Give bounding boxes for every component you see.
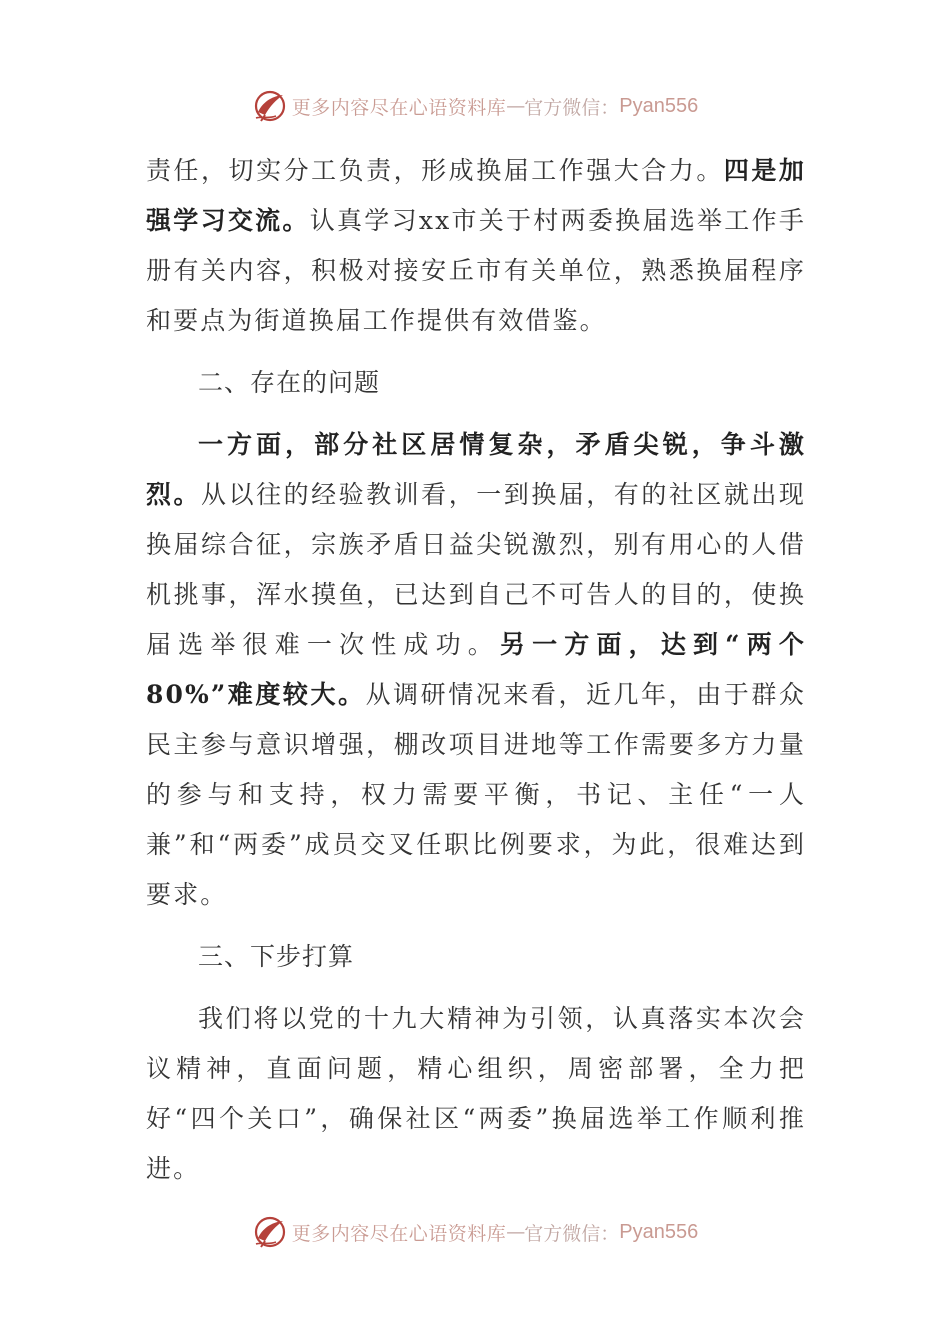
- pen-logo-icon: [252, 1214, 288, 1250]
- document-body: [146, 146, 806, 1194]
- section-heading-2: 二、存在的问题: [198, 368, 381, 397]
- paragraph-1-bold-a: 四是加强学习交流。: [146, 156, 806, 235]
- watermark-text: 更多内容尽在心语资料库: [291, 1222, 507, 1245]
- pen-logo-icon: [252, 88, 288, 124]
- footer-watermark: [0, 1212, 950, 1252]
- watermark-wechat-id: Pyan556: [619, 1220, 699, 1243]
- section-heading-3: 三、下步打算: [198, 942, 355, 971]
- watermark-label: 官方微信：: [524, 1222, 620, 1245]
- paragraph-2: [146, 420, 806, 920]
- paragraph-3: 我们将以党的十九大精神为引领，认真落实本次会议精神，直面问题，精心组织，周密部署，全力把好“四个关口”，确保社区“两委”换届选举工作顺利推进。: [146, 1004, 806, 1183]
- paragraph-2-text-b: 从调研情况来看，近几年，由于群众民主参与意识增强，棚改项目进地等工作需要多方力量的参与和支持，权力需要平衡，书记、主任“一人兼”和“两委”成员交叉任职比例要求，为此，很难达到要求。: [146, 680, 806, 909]
- watermark-text: 更多内容尽在心语资料库: [291, 96, 507, 119]
- watermark-label: 官方微信：: [524, 96, 620, 119]
- watermark-separator: —: [506, 1221, 525, 1243]
- paragraph-1-text-a: 责任，切实分工负责，形成换届工作强大合力。: [146, 156, 724, 185]
- paragraph-1: [146, 146, 806, 346]
- paragraph-2-bold-a: 一方面，部分社区居情复杂，矛盾尖锐，争斗激烈。: [146, 430, 806, 509]
- header-watermark: [0, 86, 950, 126]
- paragraph-1-text-b: 认真学习xx市关于村两委换届选举工作手册有关内容，积极对接安丘市有关单位，熟悉换届程序和要点为街道换届工作提供有效借鉴。: [146, 206, 806, 335]
- paragraph-2-text-a: 从以往的经验教训看，一到换届，有的社区就出现换届综合征，宗族矛盾日益尖锐激烈，别有用心的人借机挑事，浑水摸鱼，已达到自己不可告人的目的，使换届选举很难一次性成功。: [146, 480, 807, 659]
- watermark-separator: —: [506, 95, 525, 117]
- paragraph-2-bold-b: 另一方面，达到“两个80%”难度较大。: [146, 630, 806, 709]
- watermark-wechat-id: Pyan556: [619, 94, 699, 117]
